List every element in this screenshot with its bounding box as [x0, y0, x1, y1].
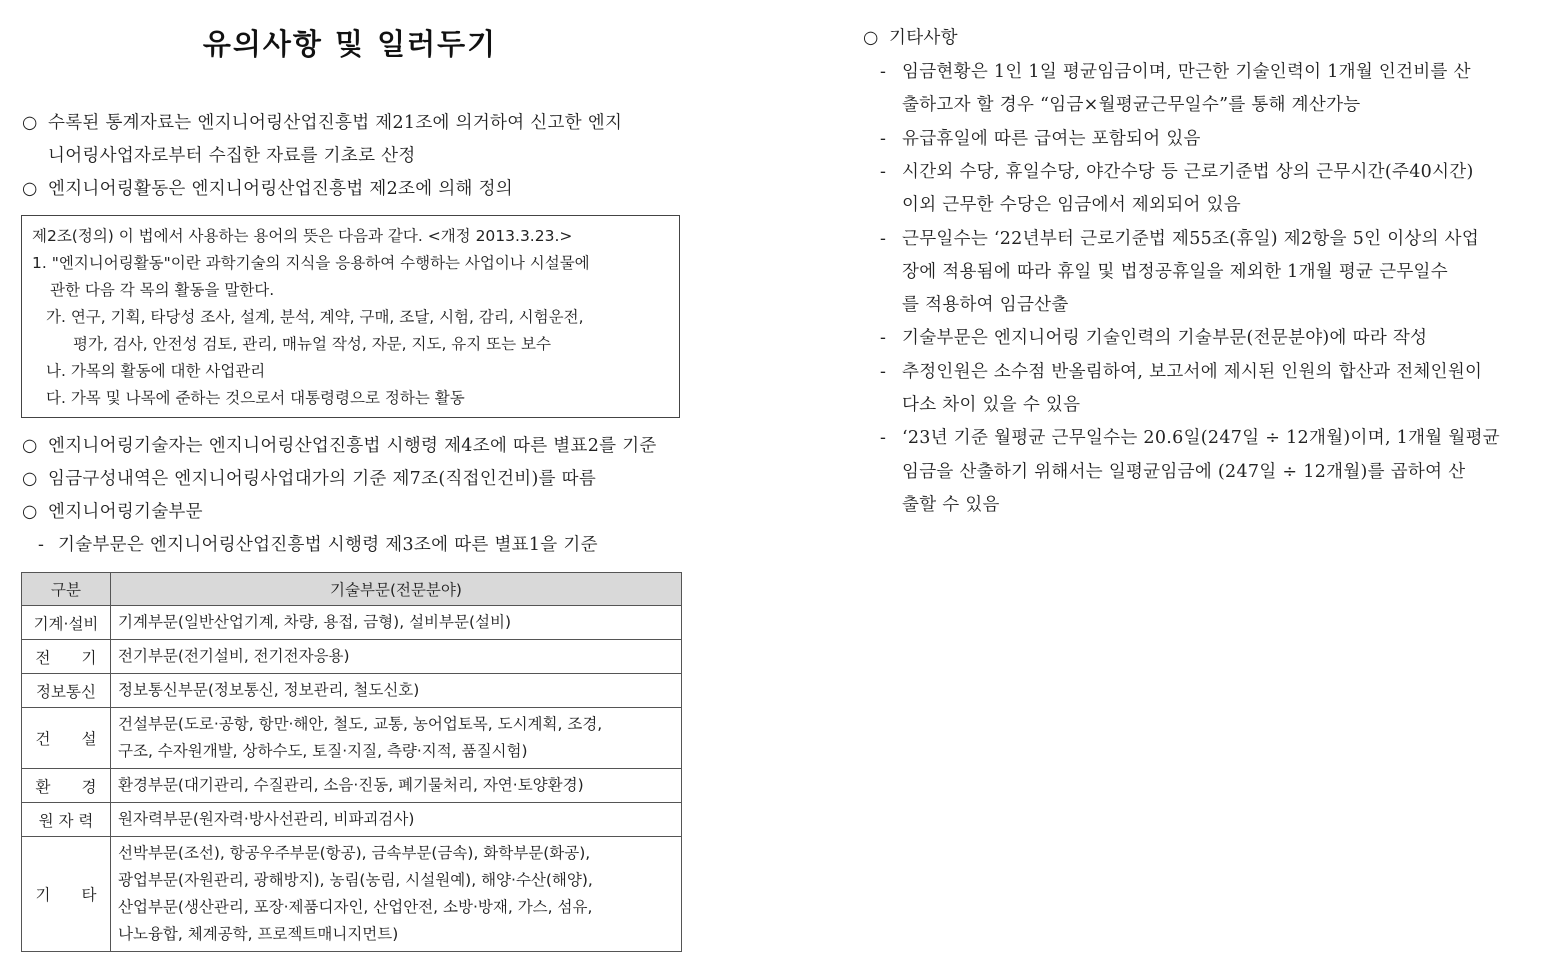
note-tech-division: ○ 엔지니어링기술부문: [22, 496, 203, 529]
other-note-continuation: 를 적용하여 임금산출: [902, 295, 1069, 316]
note-statistics-source: ○ 수록된 통계자료는 엔지니어링산업진흥법 제21조에 의거하여 신고한 엔지: [22, 107, 622, 140]
note-statistics-source-cont: 니어링사업자로부터 수집한 자료를 기초로 산정: [48, 146, 416, 166]
table-row: [22, 837, 682, 952]
circle-bullet-icon: ○: [22, 469, 38, 489]
circle-bullet-icon: ○: [863, 28, 879, 48]
dash-bullet-icon: -: [880, 361, 887, 382]
other-note-item: - ‘23년 기준 월평균 근무일수는 20.6일(247일 ÷ 12개월)이며, 1개월 월평균: [880, 422, 1500, 455]
dash-bullet-icon: -: [38, 535, 45, 555]
other-note-item: - 기술부문은 엔지니어링 기술인력의 기술부문(전문분야)에 따라 작성: [880, 322, 1427, 355]
other-note-continuation: 이외 근무한 수당은 임금에서 제외되어 있음: [902, 195, 1242, 216]
table-row: [22, 674, 682, 708]
table-cell-category: 원 자 력: [22, 803, 111, 837]
note-engineering-activity: ○ 엔지니어링활동은 엔지니어링산업진흥법 제2조에 의해 정의: [22, 173, 513, 206]
other-note-continuation: 장에 적용됨에 따라 휴일 및 법정공휴일을 제외한 1개월 평균 근무일수: [902, 261, 1448, 282]
other-note-item: - 임금현황은 1인 1일 평균임금이며, 만근한 기술인력이 1개월 인건비를 산: [880, 56, 1471, 89]
note-tech-division-sub: - 기술부문은 엔지니어링산업진흥법 시행령 제3조에 따른 별표1을 기준: [38, 529, 598, 562]
table-row: [22, 708, 682, 769]
note-wage-composition: ○ 임금구성내역은 엔지니어링사업대가의 기준 제7조(직접인건비)를 따름: [22, 463, 596, 496]
dash-bullet-icon: -: [880, 228, 887, 249]
law-line: 제2조(정의) 이 법에서 사용하는 용어의 뜻은 다음과 같다. <개정 2013.3.23.>: [32, 227, 573, 245]
table-header-row: [22, 573, 682, 606]
table-header-category: 구분: [22, 573, 111, 606]
page-title: 유의사항 및 일러두기: [202, 27, 498, 61]
table-cell-category: 정보통신: [22, 674, 111, 708]
table-cell-desc: 전기부문(전기설비, 전기전자응용): [111, 640, 682, 674]
other-note-continuation: 출할 수 있음: [902, 494, 1000, 515]
law-line: 관한 다음 각 목의 활동을 말한다.: [50, 281, 275, 299]
other-note-continuation: 임금을 산출하기 위해서는 일평균임금에 (247일 ÷ 12개월)를 곱하여 산: [902, 461, 1466, 482]
dash-bullet-icon: -: [880, 328, 887, 349]
table-row: [22, 640, 682, 674]
law-line: 평가, 검사, 안전성 검토, 관리, 매뉴얼 작성, 자문, 지도, 유지 또는 보수: [73, 335, 551, 353]
other-note-item: - 근무일수는 ‘22년부터 근로기준법 제55조(휴일) 제2항을 5인 이상의 사업: [880, 223, 1479, 256]
note-engineer-definition: ○ 엔지니어링기술자는 엔지니어링산업진흥법 시행령 제4조에 따른 별표2를 기준: [22, 430, 657, 463]
other-note-item: - 유급휴일에 따른 급여는 포함되어 있음: [880, 123, 1201, 156]
table-cell-desc: 원자력부문(원자력·방사선관리, 비파괴검사): [111, 803, 682, 837]
circle-bullet-icon: ○: [22, 436, 38, 456]
table-cell-desc: 환경부문(대기관리, 수질관리, 소음·진동, 폐기물처리, 자연·토양환경): [111, 769, 682, 803]
dash-bullet-icon: -: [880, 428, 887, 449]
table-cell-desc: 건설부문(도로·공항, 항만·해안, 철도, 교통, 농어업토목, 도시계획, 조경, 구조, 수자원개발, 상하수도, 토질·지질, 측량·지적, 품질시험): [111, 708, 682, 769]
table-cell-category: 기계·설비: [22, 606, 111, 640]
other-note-continuation: 출하고자 할 경우 “임금×월평균근무일수”를 통해 계산가능: [902, 95, 1361, 116]
law-line: 1. "엔지니어링활동"이란 과학기술의 지식을 응용하여 수행하는 사업이나 시설물에: [32, 254, 590, 272]
other-note-continuation: 다소 차이 있을 수 있음: [902, 395, 1081, 415]
table-row: [22, 803, 682, 837]
table-cell-category: 전 기: [22, 640, 111, 674]
section-heading-other: ○ 기타사항: [863, 22, 958, 55]
dash-bullet-icon: -: [880, 128, 887, 149]
other-note-item: - 시간외 수당, 휴일수당, 야간수당 등 근로기준법 상의 근무시간(주40시간): [880, 156, 1474, 189]
table-row: [22, 769, 682, 803]
table-row: [22, 606, 682, 640]
other-note-item: - 추정인원은 소수점 반올림하여, 보고서에 제시된 인원의 합산과 전체인원이: [880, 356, 1482, 389]
law-line: 나. 가목의 활동에 대한 사업관리: [46, 362, 266, 380]
table-header-field: 기술부문(전문분야): [111, 573, 682, 606]
dash-bullet-icon: -: [880, 62, 887, 82]
law-line: 다. 가목 및 나목에 준하는 것으로서 대통령령으로 정하는 활동: [46, 389, 465, 407]
tech-division-table: [21, 572, 682, 952]
law-excerpt-box: [21, 215, 680, 418]
table-cell-desc: 선박부문(조선), 항공우주부문(항공), 금속부문(금속), 화학부문(화공), 광업부문(자원관리, 광해방지), 농림(농림, 시설원예), 해양·수산(해양), 산업부문(생산관리, 포장·제품디자인, 산업안전, 소방·방재, 가스, 섬유, 나노융합, 체계공학, 프로젝트매니지먼트): [111, 837, 682, 952]
circle-bullet-icon: ○: [22, 113, 38, 133]
table-cell-desc: 기계부문(일반산업기계, 차량, 용접, 금형), 설비부문(설비): [111, 606, 682, 640]
table-cell-category: 환 경: [22, 769, 111, 803]
circle-bullet-icon: ○: [22, 179, 38, 199]
law-line: 가. 연구, 기획, 타당성 조사, 설계, 분석, 계약, 구매, 조달, 시험, 감리, 시험운전,: [46, 308, 584, 326]
dash-bullet-icon: -: [880, 161, 887, 182]
table-cell-desc: 정보통신부문(정보통신, 정보관리, 철도신호): [111, 674, 682, 708]
table-cell-category: 기 타: [22, 837, 111, 952]
table-cell-category: 건 설: [22, 708, 111, 769]
circle-bullet-icon: ○: [22, 502, 38, 522]
